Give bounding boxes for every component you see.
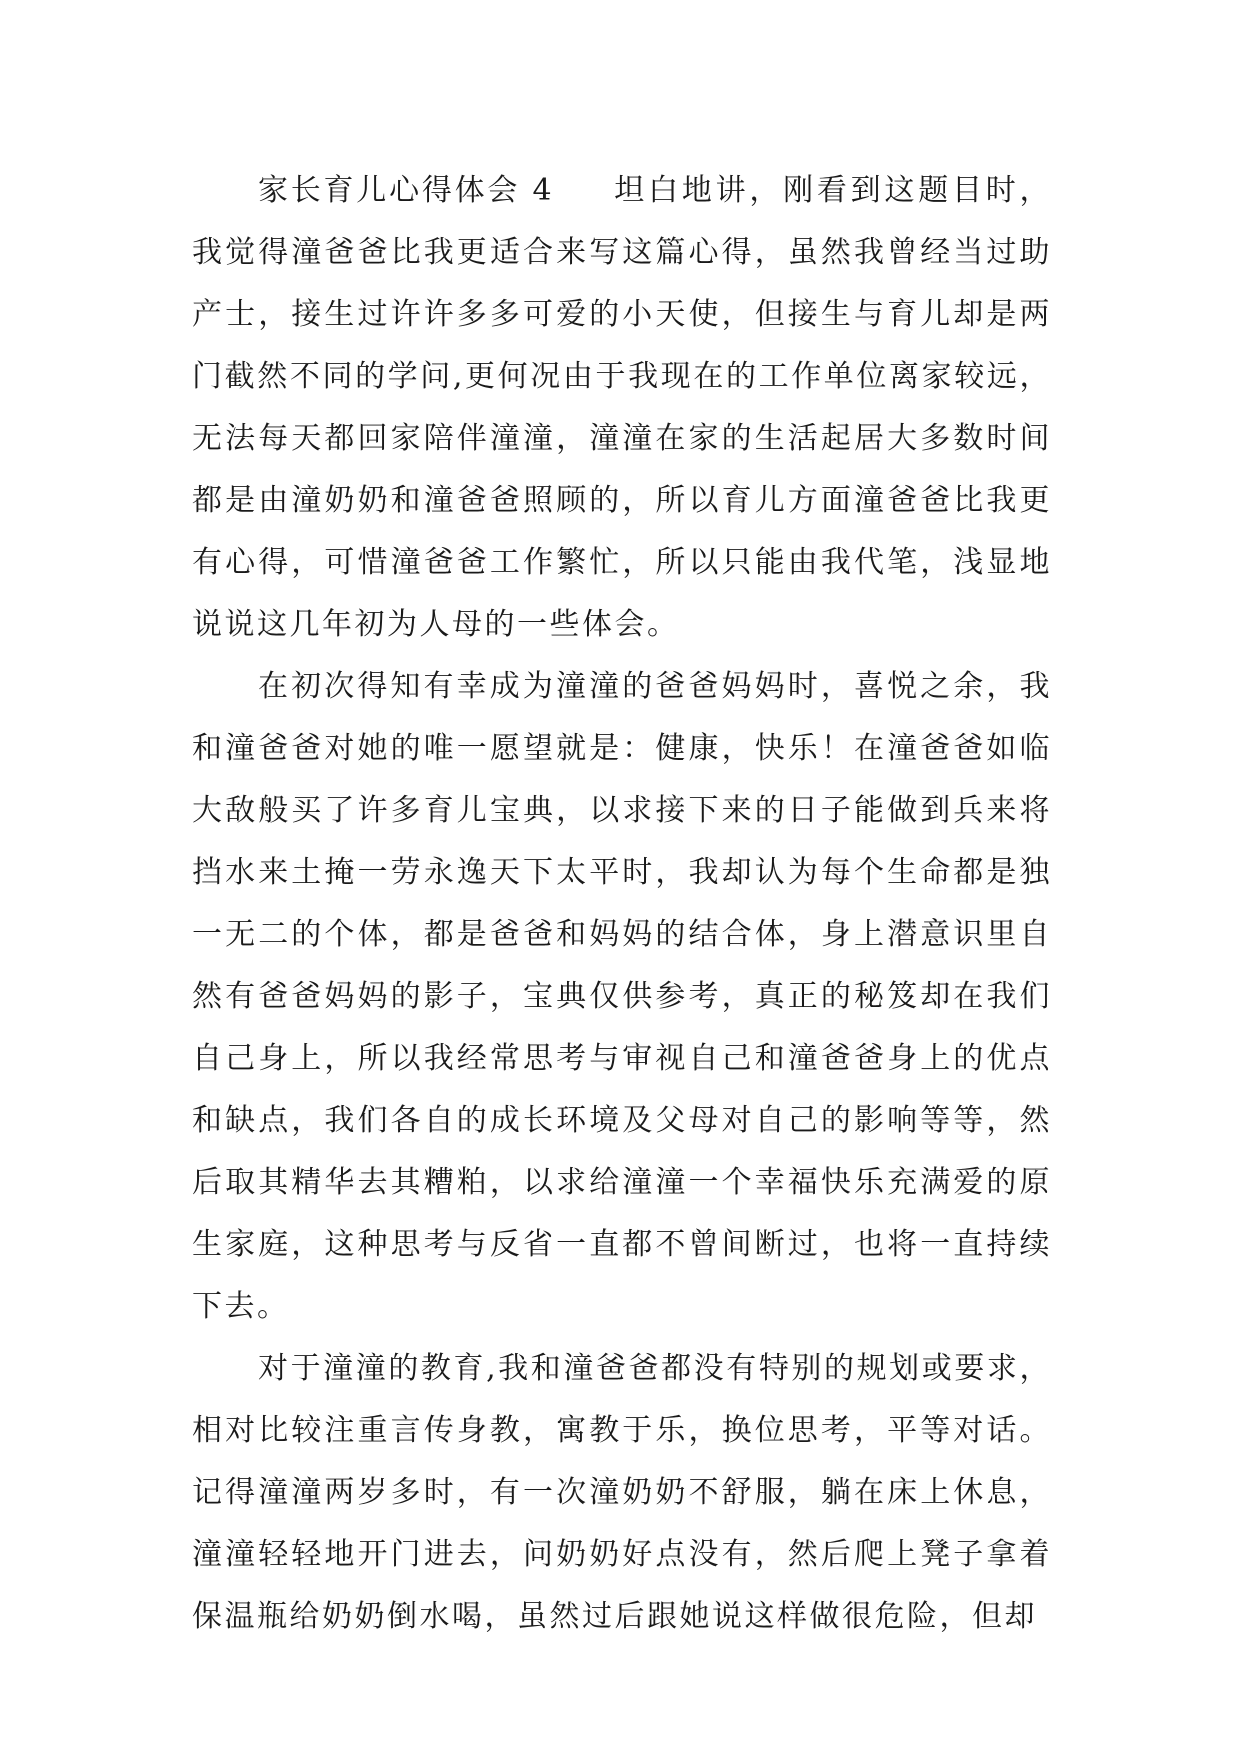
paragraph-1 (192, 160, 1052, 656)
paragraph-3: 对于潼潼的教育,我和潼爸爸都没有特别的规划或要求，相对比较注重言传身教，寓教于乐，换位思考，平等对话。记得潼潼两岁多时，有一次潼奶奶不舒服，躺在床上休息，潼潼轻轻地开门进去，问奶奶好点没有，然后爬上凳子拿着保温瓶给奶奶倒水喝，虽然过后跟她说这样做很危险，但却 (192, 1351, 1052, 1634)
document-page (192, 160, 1052, 1648)
document-title: 家长育儿心得体会 4 (258, 173, 554, 208)
paragraph-2: 在初次得知有幸成为潼潼的爸爸妈妈时，喜悦之余，我和潼爸爸对她的唯一愿望就是：健康，快乐！在潼爸爸如临大敌般买了许多育儿宝典，以求接下来的日子能做到兵来将挡水来土掩一劳永逸天下太平时，我却认为每个生命都是独一无二的个体，都是爸爸和妈妈的结合体，身上潜意识里自然有爸爸妈妈的影子，宝典仅供参考，真正的秘笈却在我们自己身上，所以我经常思考与审视自己和潼爸爸身上的优点和缺点，我们各自的成长环境及父母对自己的影响等等，然后取其精华去其糟粕，以求给潼潼一个幸福快乐充满爱的原生家庭，这种思考与反省一直都不曾间断过，也将一直持续下去。 (192, 669, 1052, 1324)
paragraph-1-text: 坦白地讲，刚看到这题目时，我觉得潼爸爸比我更适合来写这篇心得，虽然我曾经当过助产士，接生过许许多多可爱的小天使，但接生与育儿却是两门截然不同的学问,更何况由于我现在的工作单位离家较远，无法每天都回家陪伴潼潼，潼潼在家的生活起居大多数时间都是由潼奶奶和潼爸爸照顾的，所以育儿方面潼爸爸比我更有心得，可惜潼爸爸工作繁忙，所以只能由我代笔，浅显地说说这几年初为人母的一些体会。 (192, 173, 1053, 642)
